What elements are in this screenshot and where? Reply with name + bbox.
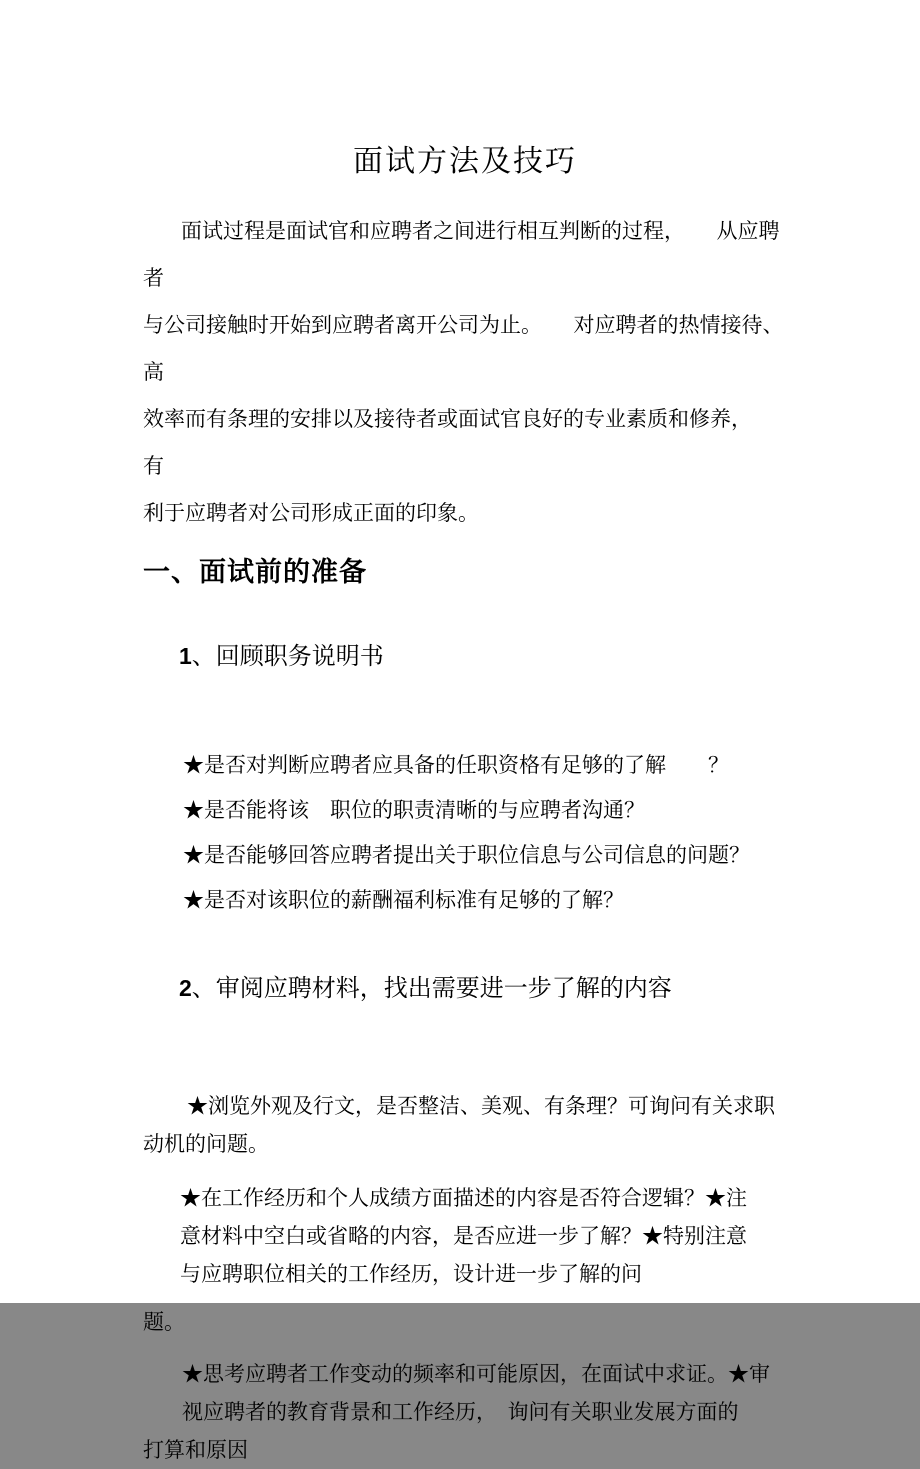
paragraph-line: ★浏览外观及行文，是否整洁、美观、有条理？可询问有关求职 [187, 1094, 775, 1118]
paragraph-line: 视应聘者的教育背景和工作经历， 询问有关职业发展方面的 [182, 1400, 739, 1424]
subsection-2-title: 审阅应聘材料，找出需要进一步了解的内容 [215, 976, 672, 1002]
paragraph-line: 与应聘职位相关的工作经历，设计进一步了解的问 [180, 1262, 642, 1286]
paragraph-job-changes-tail: 打算和原因 [143, 1438, 248, 1462]
bullet-item: ★是否对判断应聘者应具备的任职资格有足够的了解 ？ [183, 753, 729, 777]
bullet-list [143, 743, 787, 923]
paragraph-line: 动机的问题。 [143, 1132, 269, 1156]
intro-line: 与公司接触时开始到应聘者离开公司为止。 对应聘者的热情接待、 高 [143, 313, 794, 384]
page-title: 面试方法及技巧 [353, 145, 577, 178]
subsection-2-heading [143, 939, 787, 1039]
intro-line: 利于应聘者对公司形成正面的印象。 [143, 501, 479, 525]
bullet-item: ★是否能够回答应聘者提出关于职位信息与公司信息的问题？ [183, 843, 750, 867]
bullet-item: ★是否能将该 职位的职责清晰的与应聘者沟通？ [183, 798, 645, 822]
subsection-1-separator: 、 [191, 644, 216, 670]
bullet-item: ★是否对该职位的薪酬福利标准有足够的了解？ [183, 888, 624, 912]
paragraph-job-changes [143, 1355, 787, 1431]
paragraph-line: 意材料中空白或省略的内容，是否应进一步了解？★特别注意 [180, 1224, 747, 1248]
subsection-1-heading [143, 607, 787, 707]
subsection-2-number: 2 [179, 975, 192, 1001]
paragraph-experience-tail: 题。 [143, 1310, 185, 1334]
subsection-1-title: 回顾职务说明书 [215, 644, 384, 670]
intro-paragraph [143, 208, 794, 537]
paragraph-experience [143, 1179, 787, 1293]
subsection-1-number: 1 [179, 643, 192, 669]
intro-line: 效率而有条理的安排以及接待者或面试官良好的专业素质和修养， 有 [143, 407, 784, 478]
section-1-heading: 一、面试前的准备 [143, 557, 367, 587]
intro-line: 面试过程是面试官和应聘者之间进行相互判断的过程， 从应聘者 [143, 219, 780, 290]
paragraph-line: ★思考应聘者工作变动的频率和可能原因，在面试中求证。★审 [182, 1362, 770, 1386]
subsection-2-separator: 、 [191, 976, 216, 1002]
paragraph-appearance [143, 1087, 787, 1163]
paragraph-line: ★在工作经历和个人成绩方面描述的内容是否符合逻辑？★注 [180, 1186, 747, 1210]
